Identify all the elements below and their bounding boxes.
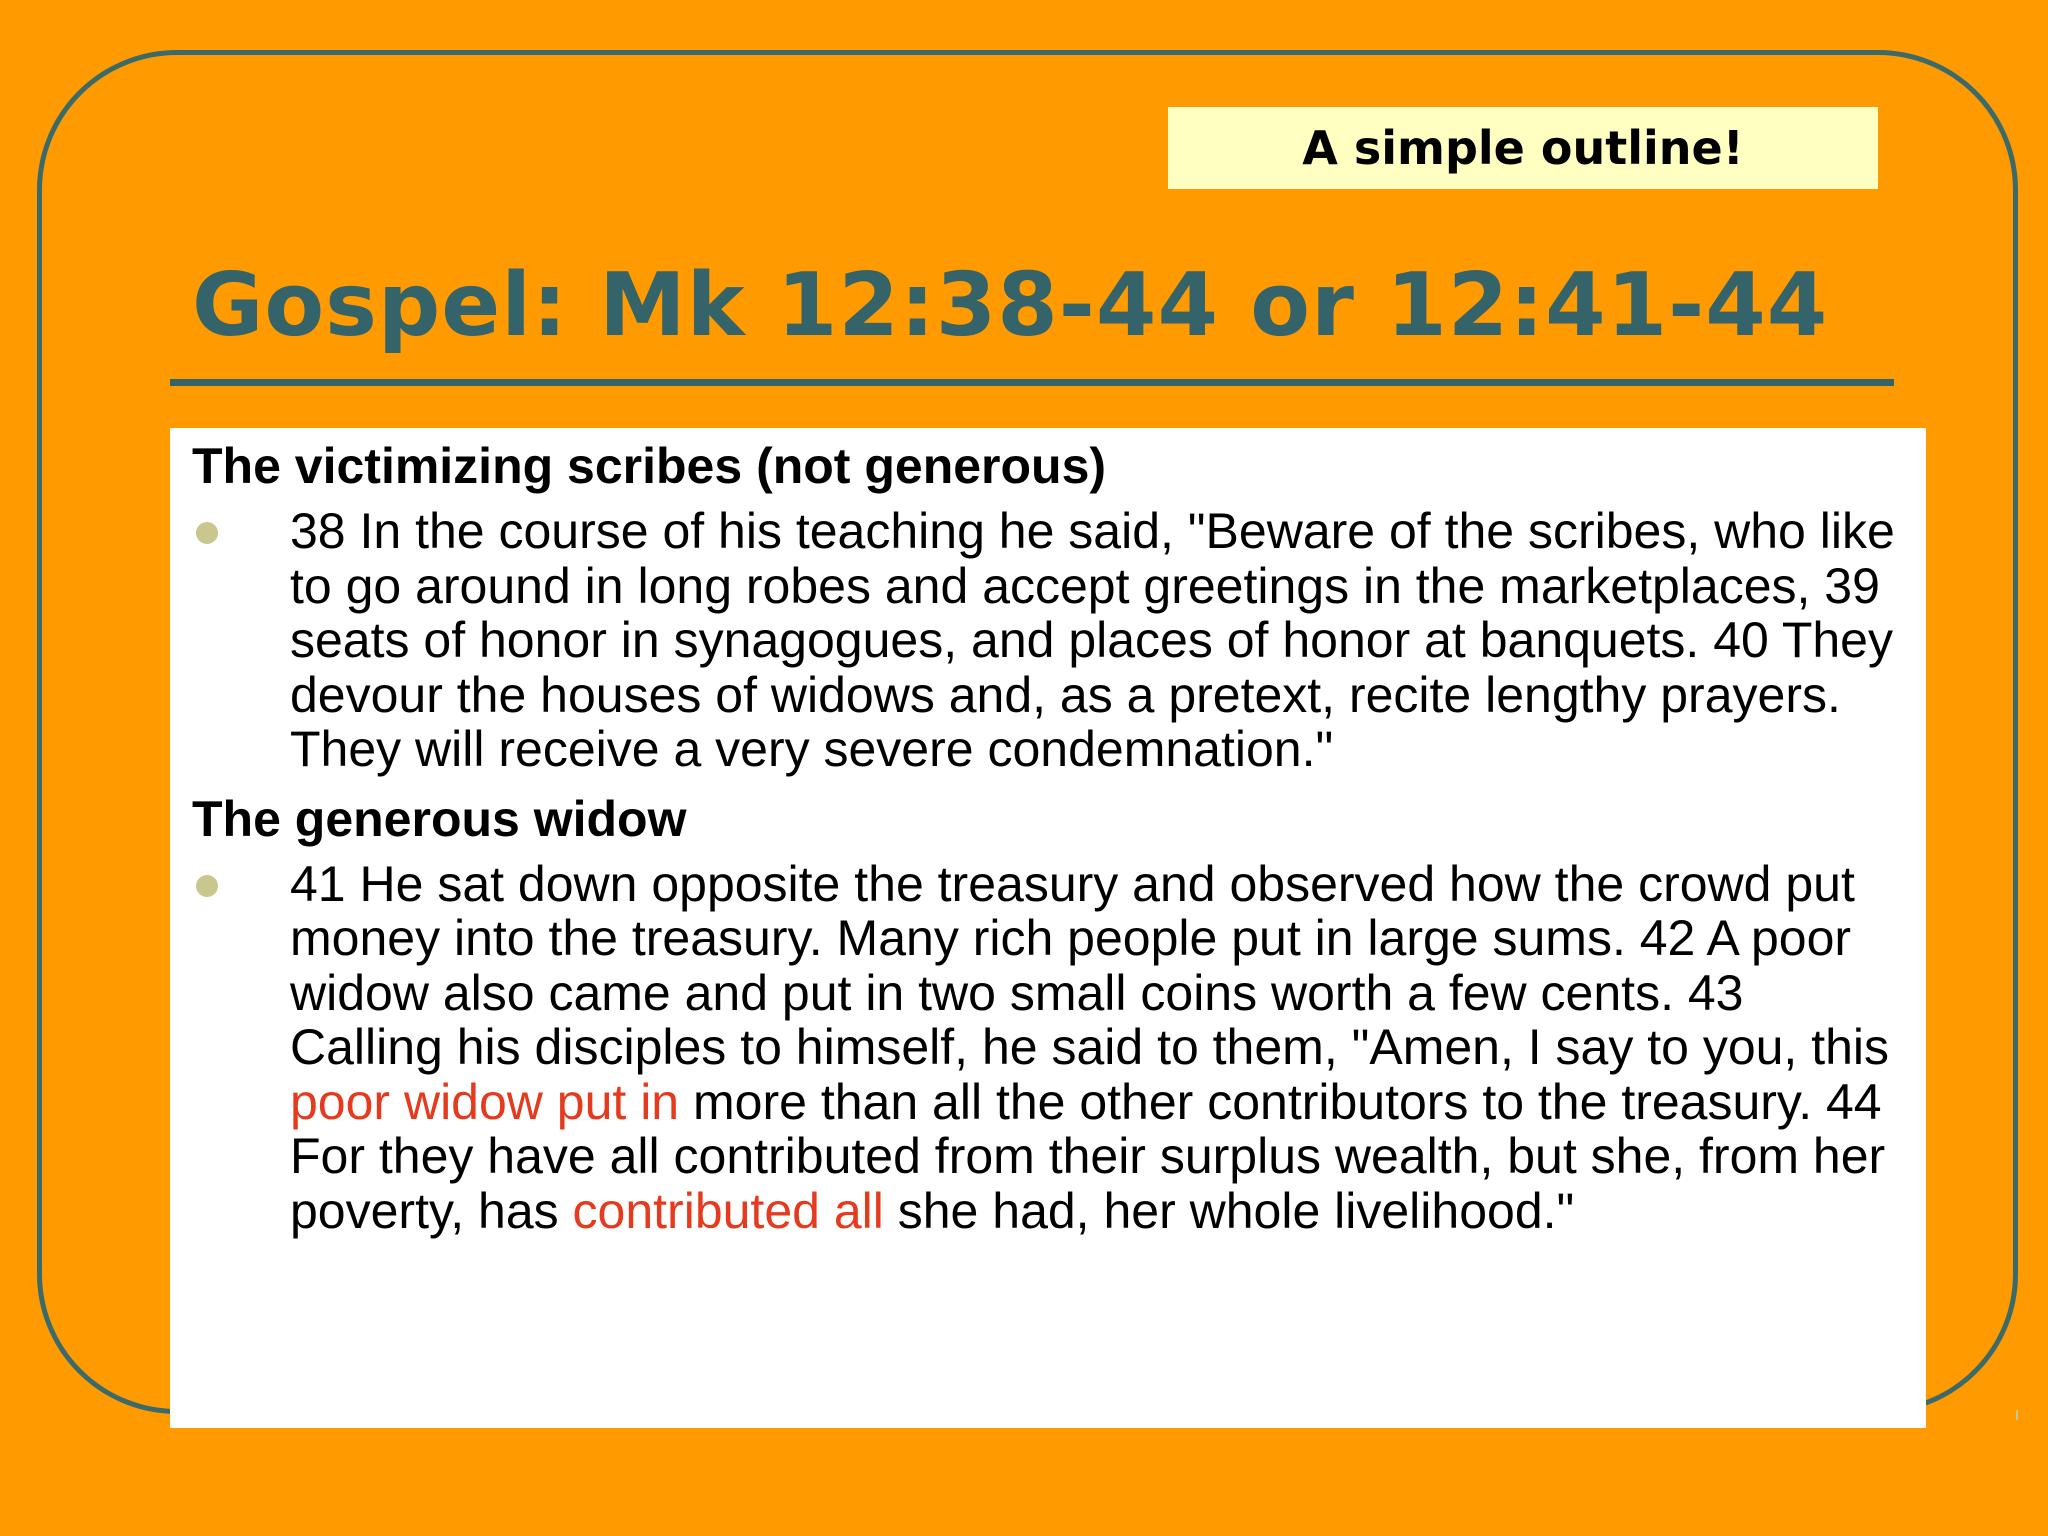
section-heading-scribes: The victimizing scribes (not generous) xyxy=(192,438,1107,494)
widow-passage-part-2: more than all the other contributors to the treasury. 44 For they have all contributed from their surplus wealth, but she, from her poverty, has xyxy=(290,1073,1886,1239)
slide-title: Gospel: Mk 12:38-44 or 12:41-44 xyxy=(192,254,1829,356)
bullet-item-scribes xyxy=(192,504,1896,777)
highlight-contributed-all: contributed all xyxy=(572,1182,884,1239)
title-underline xyxy=(170,379,1894,386)
bullet-dot-icon xyxy=(196,875,218,897)
scribes-passage: 38 In the course of his teaching he said, "Beware of the scribes, who like to go around in long robes and accept greetings in the marketplaces, 39 seats of honor in synagogues, and places of honor at banquets. 40 They devour the houses of widows and, as a pretext, recite lengthy prayers. They will receive a very severe condemnation." xyxy=(290,503,1895,777)
section-heading-widow: The generous widow xyxy=(192,790,687,847)
bullet-dot-icon xyxy=(196,522,218,544)
callout-box xyxy=(1168,107,1878,189)
callout-text: A simple outline! xyxy=(1302,121,1744,175)
decorative-tick xyxy=(2016,1410,2018,1420)
bullet-item-widow xyxy=(192,857,1896,1239)
content-panel xyxy=(170,428,1926,1428)
highlight-poor-widow: poor widow put in xyxy=(290,1073,680,1130)
widow-passage-part-3: she had, her whole livelihood." xyxy=(883,1182,1575,1239)
widow-passage-part-1: 41 He sat down opposite the treasury and observed how the crowd put money into the treasury. Many rich people put in large sums. 42 A poor widow also came and put in two small coins worth a few cents. 43 Calling his disciples to himself, he said to them, "Amen, I say to you, this xyxy=(290,855,1890,1075)
